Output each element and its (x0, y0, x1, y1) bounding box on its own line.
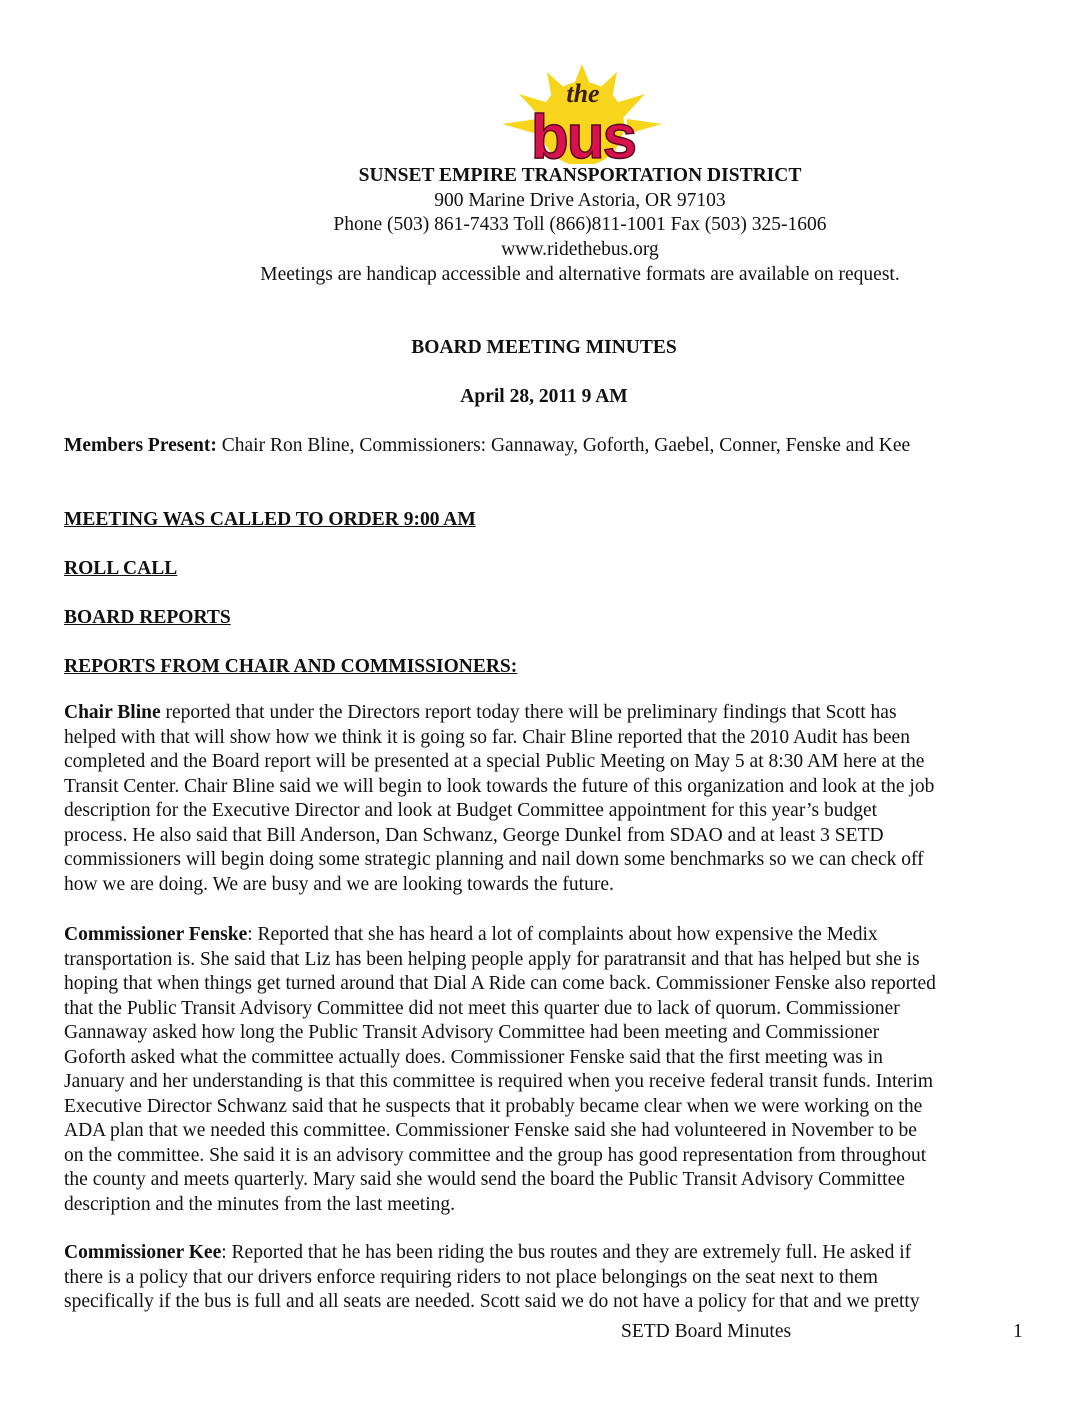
members-present: Members Present: Chair Ron Bline, Commissioners: Gannaway, Goforth, Gaebel, Conner, Fenske and Kee (64, 435, 911, 456)
paragraph-line (64, 726, 934, 751)
website-link[interactable]: www.ridethebus.org (501, 239, 659, 260)
paragraph-line (64, 701, 934, 726)
line-text: Executive Director Schwanz said that he suspects that it probably became clear when we were working on the (64, 1095, 923, 1117)
speaker-name: Commissioner Kee (64, 1242, 222, 1263)
org-name: SUNSET EMPIRE TRANSPORTATION DISTRICT (358, 165, 802, 186)
line-text: : Reported that he has been riding the bus routes and they are extremely full. He asked if (221, 1242, 912, 1263)
paragraph-line (64, 1021, 936, 1046)
line-text: January and her understanding is that this committee is required when you receive federal transit funds. Interim (64, 1071, 934, 1092)
speaker-name: Commissioner Fenske (64, 924, 248, 945)
paragraph-line (64, 997, 936, 1022)
line-text: transportation is. She said that Liz has been helping people apply for paratransit and that has helped but she is (64, 948, 920, 970)
line-text: reported that under the Directors report today there will be preliminary findings that Scott has (160, 702, 897, 723)
line-text: how we are doing. We are busy and we are looking towards the future. (64, 873, 614, 895)
heading-call-to-order: MEETING WAS CALLED TO ORDER 9:00 AM (64, 509, 476, 530)
svg-text:the: the (566, 79, 600, 108)
footer-label: SETD Board Minutes (621, 1321, 792, 1342)
paragraph-line (64, 750, 934, 775)
paragraph-line (64, 1095, 936, 1120)
paragraph-line (64, 972, 936, 997)
paragraph-line (64, 1144, 936, 1169)
line-text: that the Public Transit Advisory Committee did not meet this quarter due to lack of quorum. Commissioner (64, 997, 900, 1019)
paragraph-line (64, 1241, 920, 1266)
speaker-name: Chair Bline (64, 702, 161, 723)
line-text: there is a policy that our drivers enforce requiring riders to not place belongings on the seat next to them (64, 1266, 878, 1288)
paragraph-line (64, 1290, 920, 1315)
paragraph-line (64, 1070, 936, 1095)
paragraph-line (64, 848, 934, 873)
meeting-date: April 28, 2011 9 AM (460, 386, 628, 407)
svg-text:bus: bus (530, 103, 636, 164)
line-text: commissioners will begin doing some strategic planning and nail down some benchmarks so we can check off (64, 849, 924, 870)
line-text: hoping that when things get turned around that Dial A Ride can come back. Commissioner Fenske also reported (64, 973, 936, 994)
paragraph-line (64, 775, 934, 800)
paragraph-line (64, 1046, 936, 1071)
document-title: BOARD MEETING MINUTES (411, 337, 677, 358)
paragraph-line (64, 799, 934, 824)
address: 900 Marine Drive Astoria, OR 97103 (434, 190, 726, 211)
line-text: helped with that will show how we think it is going so far. Chair Bline reported that the 2010 Audit has been (64, 726, 910, 748)
line-text: Gannaway asked how long the Public Transit Advisory Committee had been meeting and Commissioner (64, 1022, 880, 1043)
paragraph-line (64, 1119, 936, 1144)
phone: Phone (503) 861-7433 Toll (866)811-1001 Fax (503) 325-1606 (333, 214, 827, 235)
paragraph-line (64, 824, 934, 849)
the-bus-logo (497, 64, 667, 164)
paragraph-chair-bline (64, 701, 934, 897)
line-text: ADA plan that we needed this committee. Commissioner Fenske said she had volunteered in November to be (64, 1120, 917, 1141)
paragraph-commissioner-kee (64, 1241, 920, 1315)
line-text: completed and the Board report will be presented at a special Public Meeting on May 5 at 8:30 AM here at the (64, 751, 925, 772)
line-text: description for the Executive Director and look at Budget Committee appointment for this year’s budget (64, 800, 878, 821)
accessibility-notice: Meetings are handicap accessible and alternative formats are available on request. (260, 264, 900, 285)
paragraph-line (64, 923, 936, 948)
line-text: : Reported that she has heard a lot of complaints about how expensive the Medix (247, 924, 878, 945)
paragraph-line (64, 873, 934, 898)
paragraph-line (64, 1168, 936, 1193)
paragraph-line (64, 1266, 920, 1291)
heading-board-reports: BOARD REPORTS (64, 607, 231, 628)
line-text: description and the minutes from the last meeting. (64, 1193, 455, 1215)
paragraph-line (64, 1193, 936, 1218)
paragraph-commissioner-fenske (64, 923, 936, 1217)
page-number: 1 (1013, 1321, 1023, 1342)
line-text: on the committee. She said it is an advisory committee and the group has good representation from throughout (64, 1144, 927, 1166)
heading-roll-call: ROLL CALL (64, 558, 178, 579)
heading-chair-reports: REPORTS FROM CHAIR AND COMMISSIONERS: (64, 656, 518, 677)
line-text: specifically if the bus is full and all seats are needed. Scott said we do not have a policy for that and we pretty (64, 1291, 920, 1312)
line-text: the county and meets quarterly. Mary said she would send the board the Public Transit Advisory Committee (64, 1169, 905, 1190)
paragraph-line (64, 948, 936, 973)
line-text: Goforth asked what the committee actually does. Commissioner Fenske said that the first meeting was in (64, 1046, 883, 1068)
line-text: Transit Center. Chair Bline said we will begin to look towards the future of this organization and look at the job (64, 775, 935, 797)
line-text: process. He also said that Bill Anderson, Dan Schwanz, George Dunkel from SDAO and at least 3 SETD (64, 824, 884, 846)
